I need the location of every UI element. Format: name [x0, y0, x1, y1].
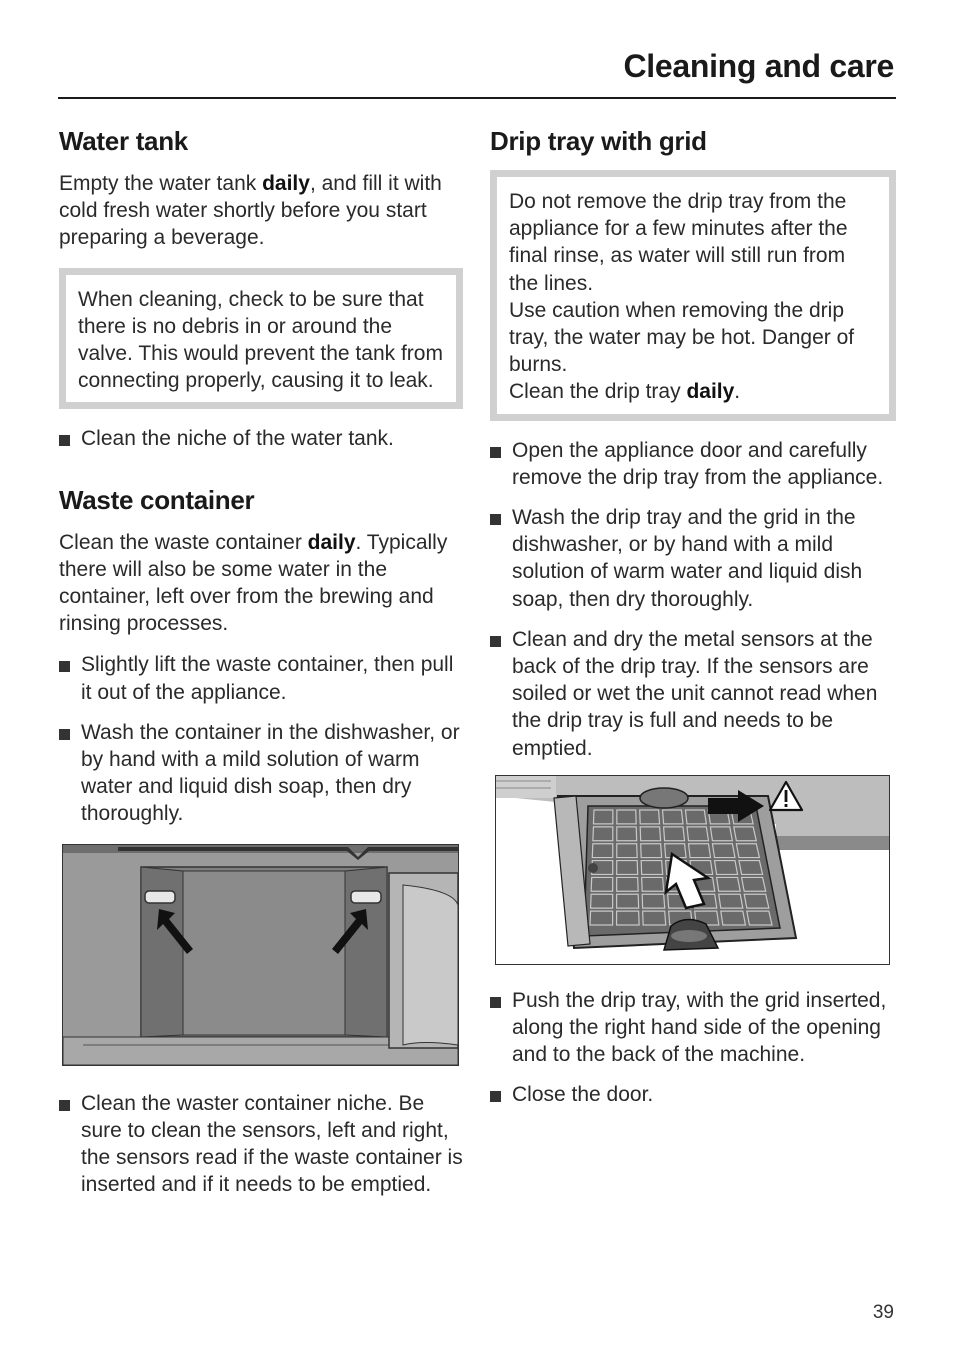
- waste-container-niche-illustration: [62, 844, 459, 1066]
- list-item: Slightly lift the waste container, then pull it out of the appliance.: [59, 651, 463, 705]
- header-rule: [58, 97, 896, 99]
- waste-container-intro: Clean the waste container daily. Typically there will also be some water in the container, left over from the brewing and rinsing processes.: [59, 530, 448, 636]
- page-header-title: Cleaning and care: [623, 48, 894, 84]
- list-item: Open the appliance door and carefully remove the drip tray from the appliance.: [490, 437, 896, 491]
- waste-container-bullets: [59, 651, 463, 827]
- list-item: Close the door.: [490, 1081, 896, 1108]
- left-column: [59, 122, 463, 1211]
- drip-tray-section: [490, 122, 896, 1109]
- drip-tray-note-line-3: Clean the drip tray daily.: [509, 380, 741, 404]
- drip-tray-note-line-1: Do not remove the drip tray from the appliance for a few minutes after the final rinse, as water will still run from the lines.: [509, 190, 848, 295]
- water-tank-section: [59, 122, 463, 453]
- right-column: [490, 122, 896, 1122]
- list-item: Push the drip tray, with the grid inserted, along the right hand side of the opening and to the back of the machine.: [490, 987, 896, 1069]
- list-item: Wash the drip tray and the grid in the dishwasher, or by hand with a mild solution of warm water and liquid dish soap, then dry thoroughly.: [490, 504, 896, 613]
- drip-tray-note-line-2: Use caution when removing the drip tray, the water may be hot. Danger of burns.: [509, 298, 855, 377]
- drip-tray-heading: Drip tray with grid: [490, 126, 707, 156]
- water-tank-note-text: When cleaning, check to be sure that there is no debris in or around the valve. This would prevent the tank from connecting properly, causing it to leak.: [78, 287, 443, 393]
- bullet-square-icon: [490, 636, 501, 647]
- drip-tray-illustration: [495, 775, 890, 965]
- bullet-square-icon: [59, 729, 70, 740]
- list-item: Clean and dry the metal sensors at the back of the drip tray. If the sensors are soiled or wet the unit cannot read when the drip tray is full and needs to be emptied.: [490, 626, 896, 762]
- bullet-square-icon: [490, 1091, 501, 1102]
- water-tank-heading: Water tank: [59, 126, 188, 156]
- page-number: 39: [872, 1302, 894, 1323]
- list-item: Clean the niche of the water tank.: [59, 425, 463, 452]
- drip-tray-bullets: [490, 437, 896, 762]
- drip-tray-final-bullets: [490, 987, 896, 1109]
- water-tank-bullets: [59, 425, 463, 452]
- bullet-square-icon: [490, 997, 501, 1008]
- bullet-square-icon: [59, 1100, 70, 1111]
- water-tank-note: [59, 268, 463, 410]
- list-item: Clean the waster container niche. Be sure to clean the sensors, left and right, the sensors read if the waste container is inserted and if it needs to be emptied.: [59, 1090, 463, 1199]
- waste-container-heading: Waste container: [59, 484, 255, 515]
- bullet-square-icon: [59, 661, 70, 672]
- waste-container-niche-bullets: [59, 1090, 463, 1199]
- drip-tray-note: [490, 170, 896, 421]
- waste-container-section: [59, 481, 463, 1199]
- list-item: Wash the container in the dishwasher, or by hand with a mild solution of warm water and liquid dish soap, then dry thoroughly.: [59, 719, 463, 828]
- bullet-square-icon: [490, 514, 501, 525]
- bullet-square-icon: [59, 435, 70, 446]
- water-tank-intro: Empty the water tank daily, and fill it with cold fresh water shortly before you start preparing a beverage.: [59, 172, 442, 250]
- bullet-square-icon: [490, 447, 501, 458]
